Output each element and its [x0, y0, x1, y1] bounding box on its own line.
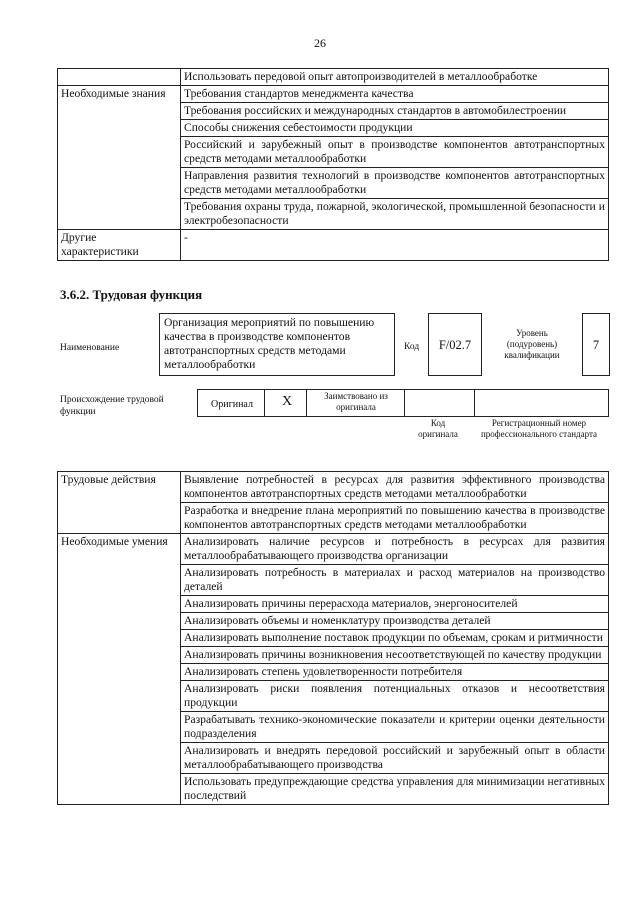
knowledge-table [57, 68, 609, 261]
name-label: Наименование [60, 343, 120, 353]
page-number: 26 [314, 36, 326, 50]
skill-item: Разрабатывать технико-экономические показатели и критерии оценки деятельности подразделения [181, 712, 609, 743]
empty-cell [58, 69, 181, 86]
function-name-box: Организация мероприятий по повышению качества в производстве компонентов автотранспортных средств методами металлообработки [159, 313, 395, 376]
other-label: Другие характеристики [58, 230, 181, 261]
skill-item: Анализировать и внедрять передовой российский и зарубежный опыт в области металлообрабатывающего производства [181, 743, 609, 774]
actions-label: Трудовые действия [58, 472, 181, 534]
skill-item: Анализировать степень удовлетворенности потребителя [181, 664, 609, 681]
skill-row: Использовать передовой опыт автопроизводителей в металлообработке [181, 69, 609, 86]
knowledge-item: Направления развития технологий в производстве компонентов автотранспортных средств методами металлообработки [181, 168, 609, 199]
level-label: Уровень (подуровень) квалификации [504, 328, 560, 360]
code-label: Код [404, 342, 420, 352]
knowledge-item: Способы снижения себестоимости продукции [181, 120, 609, 137]
level-value-box: 7 [582, 313, 610, 376]
action-item: Выявление потребностей в ресурсах для развития эффективного производства компонентов автотранспортных средств методами металлообработки [181, 472, 609, 503]
knowledge-item: Требования охраны труда, пожарной, экологической, промышленной безопасности и электробезопасности [181, 199, 609, 230]
action-item: Разработка и внедрение плана мероприятий по повышению качества в производстве компонентов автотранспортных средств методами металлообработки [181, 503, 609, 534]
skill-item: Анализировать выполнение поставок продукции по объемам, срокам и ритмичности [181, 630, 609, 647]
skill-item: Анализировать причины перерасхода материалов, энергоносителей [181, 596, 609, 613]
skills-label: Необходимые умения [58, 534, 181, 805]
knowledge-item: Российский и зарубежный опыт в производстве компонентов автотранспортных средств методами металлообработки [181, 137, 609, 168]
origin-label: Происхождение трудовой функции [60, 395, 164, 417]
skill-item: Анализировать причины возникновения несоответствующей по качеству продукции [181, 647, 609, 664]
skill-item: Анализировать объемы и номенклатуру производства деталей [181, 613, 609, 630]
origin-code-label: Код оригинала [418, 418, 458, 439]
original-mark: X [281, 394, 293, 409]
other-value: - [181, 230, 609, 261]
knowledge-label: Необходимые знания [58, 86, 181, 230]
skill-item: Использовать предупреждающие средства управления для минимизации негативных последствий [181, 774, 609, 805]
knowledge-item: Требования российских и международных стандартов в автомобилестроении [181, 103, 609, 120]
knowledge-item: Требования стандартов менеджмента качества [181, 86, 609, 103]
skill-item: Анализировать потребность в материалах и расход материалов на производство деталей [181, 565, 609, 596]
borrowed-label: Заимствовано из оригинала [324, 391, 388, 412]
actions-skills-table [57, 471, 609, 805]
code-value-box: F/02.7 [428, 313, 482, 376]
skill-item: Анализировать наличие ресурсов и потребность в ресурсах для развития металлообрабатывающего производства организации [181, 534, 609, 565]
original-label: Оригинал [211, 399, 253, 410]
section-title: 3.6.2. Трудовая функция [60, 287, 203, 302]
skill-item: Анализировать риски появления потенциальных отказов и несоответствия продукции [181, 681, 609, 712]
reg-number-label: Регистрационный номер профессионального стандарта [480, 418, 598, 439]
origin-box [197, 389, 609, 417]
